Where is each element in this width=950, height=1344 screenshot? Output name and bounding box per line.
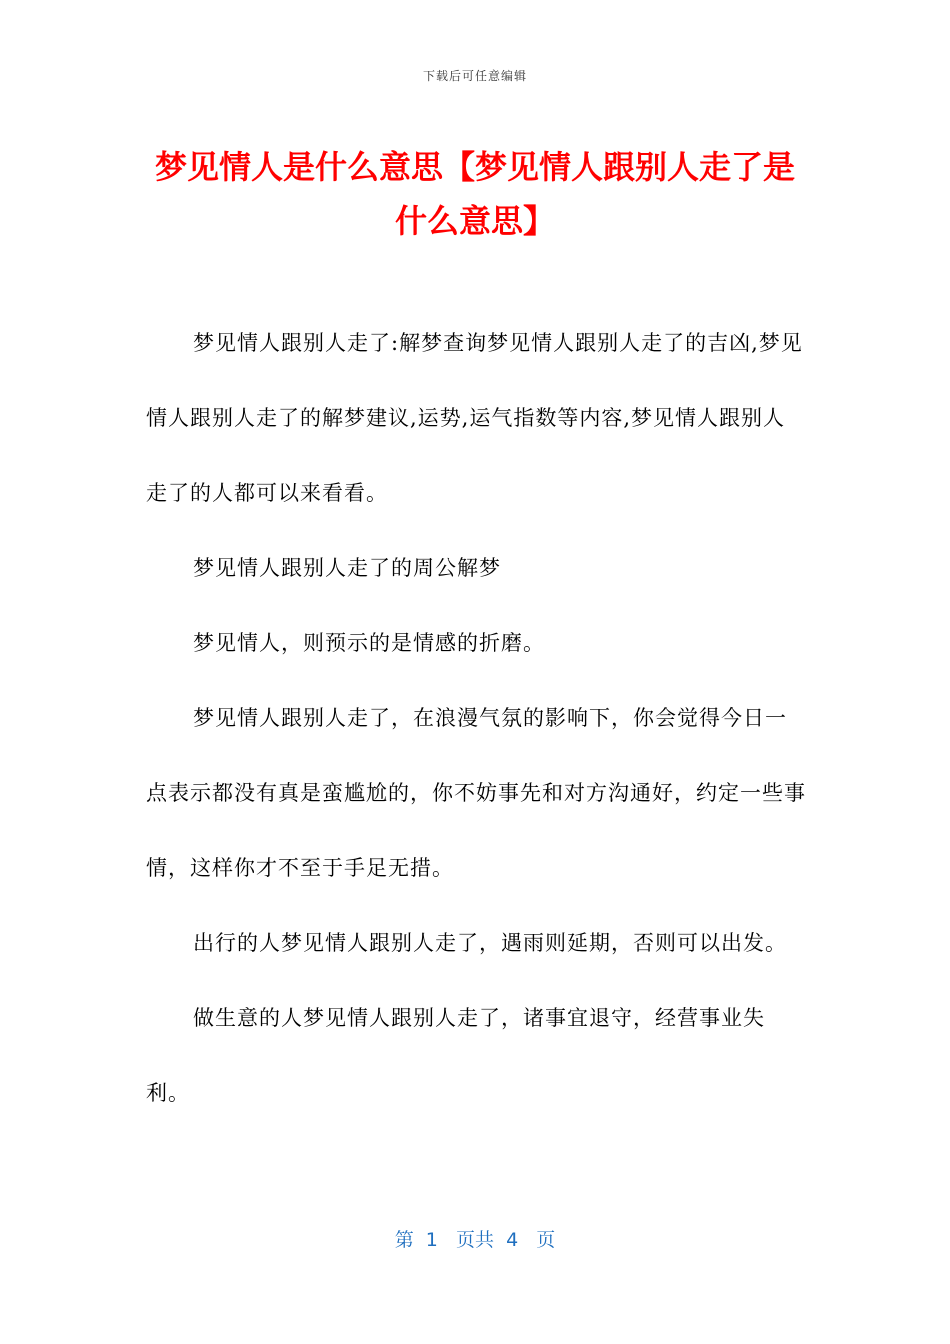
paragraph-travel: 出行的人梦见情人跟别人走了，遇雨则延期，否则可以出发。	[193, 931, 787, 955]
paragraph-intro: 梦见情人跟别人走了:解梦查询梦见情人跟别人走了的吉凶,梦见情人跟别人走了的解梦建议,运势,运气指数等内容,梦见情人跟别人走了的人都可以来看看。	[146, 331, 803, 505]
paragraph-business: 做生意的人梦见情人跟别人走了，诸事宜退守，经营事业失利。	[146, 1006, 765, 1105]
document-body	[146, 306, 806, 1131]
page-number-footer: 第 1 页共 4 页	[394, 1229, 556, 1251]
header-note: 下载后可任意编辑	[422, 69, 527, 83]
document-title: 梦见情人是什么意思【梦见情人跟别人走了是什么意思】	[154, 148, 795, 240]
paragraph-romance: 梦见情人跟别人走了，在浪漫气氛的影响下，你会觉得今日一点表示都没有真是蛮尴尬的，你不妨事先和对方沟通好，约定一些事情，这样你才不至于手足无措。	[146, 706, 806, 880]
paragraph-heading: 梦见情人跟别人走了的周公解梦	[193, 556, 501, 580]
paragraph-meaning: 梦见情人，则预示的是情感的折磨。	[193, 631, 545, 655]
